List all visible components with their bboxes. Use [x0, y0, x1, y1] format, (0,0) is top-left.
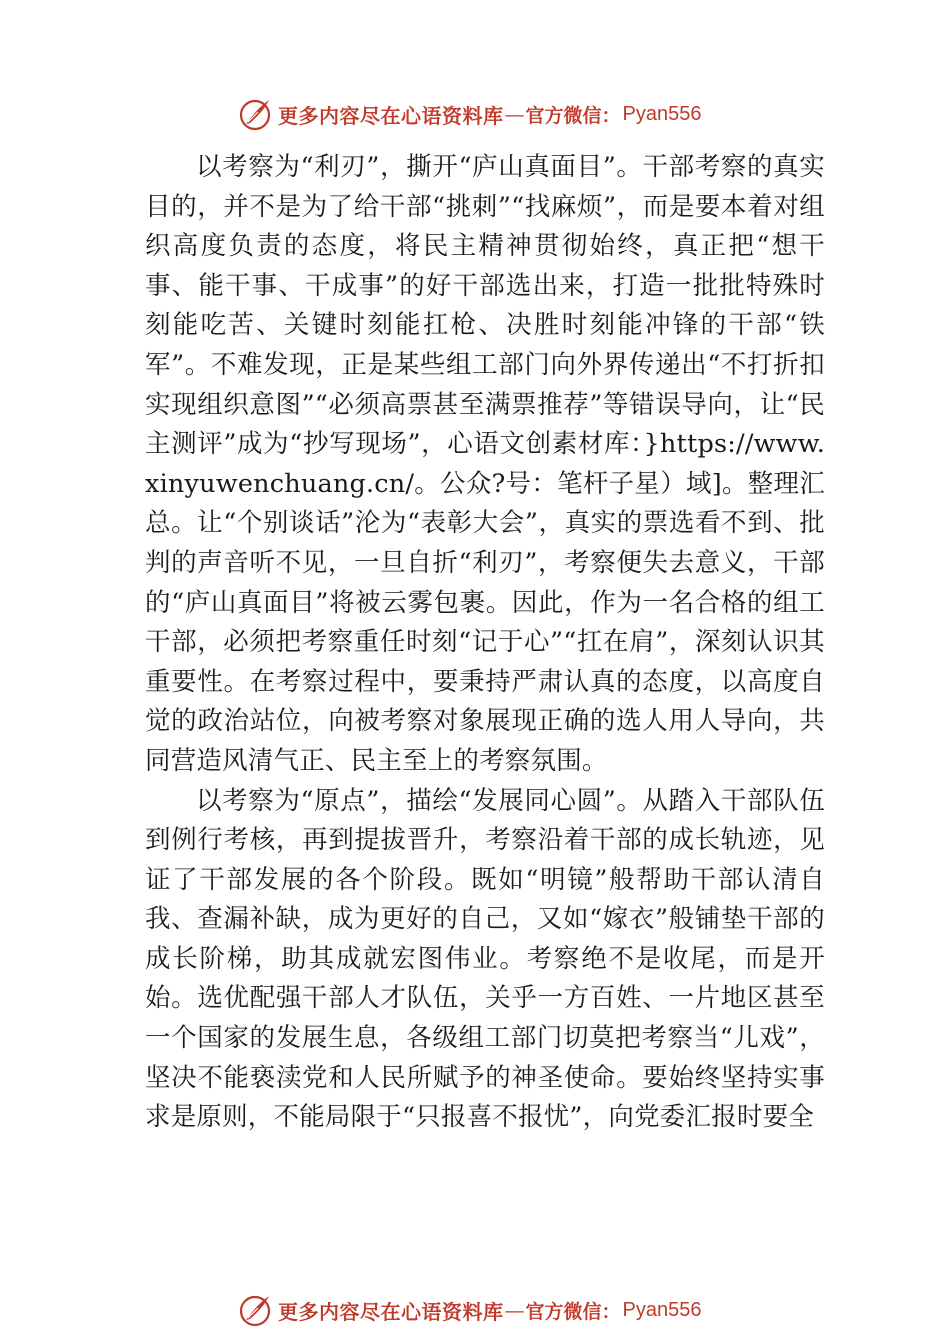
- banner-wechat-label: 官方微信：: [525, 104, 621, 127]
- quill-pen-seal-icon: [238, 96, 274, 132]
- banner-separator: —: [504, 102, 525, 126]
- document-body: [145, 148, 825, 1138]
- banner-wechat-id: Pyan556: [622, 102, 702, 125]
- banner-wechat-id: Pyan556: [622, 1298, 702, 1321]
- header-banner: [238, 94, 738, 134]
- footer-banner: [238, 1290, 738, 1330]
- banner-separator: —: [504, 1298, 525, 1322]
- banner-wechat-label: 官方微信：: [525, 1300, 621, 1323]
- banner-main-text: 更多内容尽在心语资料库: [278, 103, 504, 128]
- body-paragraph-1: 以考察为“利刃”，撕开“庐山真面目”。干部考察的真实目的，并不是为了给干部“挑刺”“找麻烦”，而是要本着对组织高度负责的态度，将民主精神贯彻始终，真正把“想干事、能干事、干成事”的好干部选出来，打造一批批特殊时刻能吃苦、关键时刻能扛枪、决胜时刻能冲锋的干部“铁军”。不难发现，正是某些组工部门向外界传递出“不打折扣实现组织意图”“必须高票甚至满票推荐”等错误导向，让“民主测评”成为“抄写现场”，心语文创素材库：}https://www.xinyuwenchuang.cn/。公众?号：笔杆子星）域]。整理汇总。让“个别谈话”沦为“表彰大会”，真实的票选看不到、批判的声音听不见，一旦自折“利刃”，考察便失去意义，干部的“庐山真面目”将被云雾包裹。因此，作为一名合格的组工干部，必须把考察重任时刻“记于心”“扛在肩”，深刻认识其重要性。在考察过程中，要秉持严肃认真的态度，以高度自觉的政治站位，向被考察对象展现正确的选人用人导向，共同营造风清气正、民主至上的考察氛围。: [145, 152, 825, 776]
- banner-main-text: 更多内容尽在心语资料库: [278, 1299, 504, 1324]
- body-paragraph-2: 以考察为“原点”，描绘“发展同心圆”。从踏入干部队伍到例行考核，再到提拔晋升，考察沿着干部的成长轨迹，见证了干部发展的各个阶段。既如“明镜”般帮助干部认清自我、查漏补缺，成为更好的自己，又如“嫁衣”般铺垫干部的成长阶梯，助其成就宏图伟业。考察绝不是收尾，而是开始。选优配强干部人才队伍，关乎一方百姓、一片地区甚至一个国家的发展生息，各级组工部门切莫把考察当“儿戏”，坚决不能亵渎党和人民所赋予的神圣使命。要始终坚持实事 求是原则，不能局限于“只报喜不报忧”，向党委汇报时要全: [145, 785, 825, 1133]
- quill-pen-seal-icon: [238, 1292, 274, 1328]
